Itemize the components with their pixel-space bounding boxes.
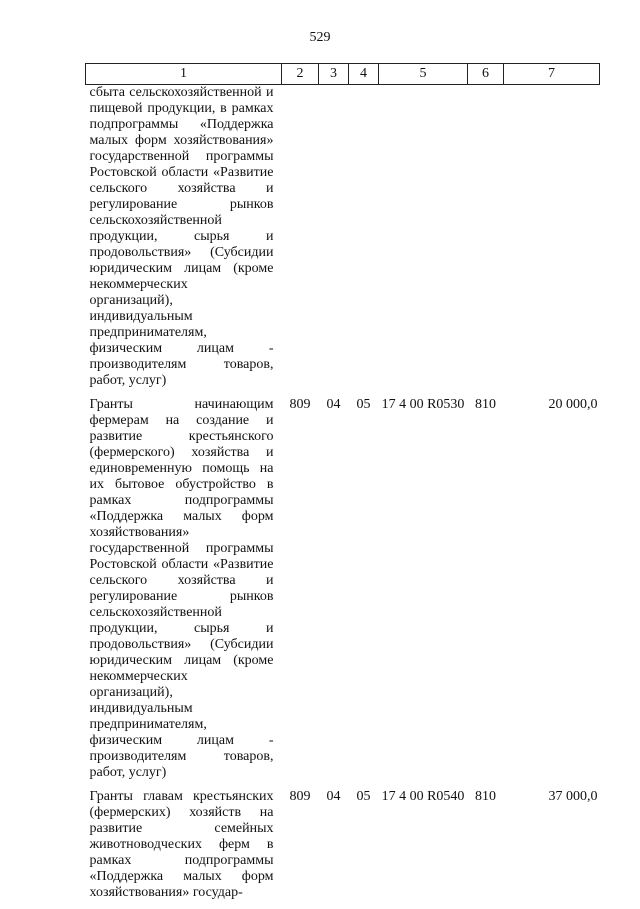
ministry-code: [282, 85, 319, 398]
column-header: 6: [468, 64, 504, 85]
column-header: 7: [504, 64, 600, 85]
row-description: Гранты главам крестьянских (фермерских) хозяйств на развитие семейных животноводческих ферм в рамках подпрограммы «Поддержка малых форм хозяйствования» государ-: [89, 789, 274, 900]
subsection-code: 05: [356, 397, 371, 412]
table-row: [86, 789, 600, 909]
column-header: 5: [379, 64, 468, 85]
target-article: [379, 85, 468, 398]
column-header: 1: [86, 64, 282, 85]
subsection-code: 05: [356, 789, 371, 804]
expense-type: 810: [475, 789, 496, 804]
amount: 37 000,0: [548, 789, 598, 804]
target-article: 17 4 00 R0530: [381, 397, 465, 412]
column-header: 3: [319, 64, 349, 85]
column-header: 2: [282, 64, 319, 85]
page-number: 529: [309, 30, 331, 45]
table-row: [86, 85, 600, 398]
section-code: 04: [326, 397, 341, 412]
subsection-code: [349, 85, 379, 398]
target-article: 17 4 00 R0540: [381, 789, 465, 804]
ministry-code: 809: [289, 789, 311, 804]
amount: [504, 85, 600, 398]
table-header-row: [86, 64, 600, 85]
table-row: [86, 397, 600, 789]
column-header: 4: [349, 64, 379, 85]
expense-type: [468, 85, 504, 398]
section-code: [319, 85, 349, 398]
row-description: сбыта сельскохозяйственной и пищевой продукции, в рамках подпрограммы «Поддержка малых форм хозяйствования» государственной программы Ростовской области «Развитие сельского хозяйства и регулирование рынков сельскохозяйственной продукции, сырья и продовольствия» (Субсидии юридическим лицам (кроме некоммерческих организаций), индивидуальным предпринимателям, физическим лицам - производителям товаров, работ, услуг): [89, 85, 274, 388]
expense-type: 810: [475, 397, 496, 412]
section-code: 04: [326, 789, 341, 804]
amount: 20 000,0: [548, 397, 598, 412]
ministry-code: 809: [289, 397, 311, 412]
budget-table: [85, 63, 600, 909]
row-description: Гранты начинающим фермерам на создание и развитие крестьянского (фермерского) хозяйства и единовременную помощь на их бытовое обустройство в рамках подпрограммы «Поддержка малых форм хозяйствования» государственной программы Ростовской области «Развитие сельского хозяйства и регулирование рынков сельскохозяйственной продукции, сырья и продовольствия» (Субсидии юридическим лицам (кроме некоммерческих организаций), индивидуальным предпринимателям, физическим лицам - производителям товаров, работ, услуг): [89, 397, 274, 780]
